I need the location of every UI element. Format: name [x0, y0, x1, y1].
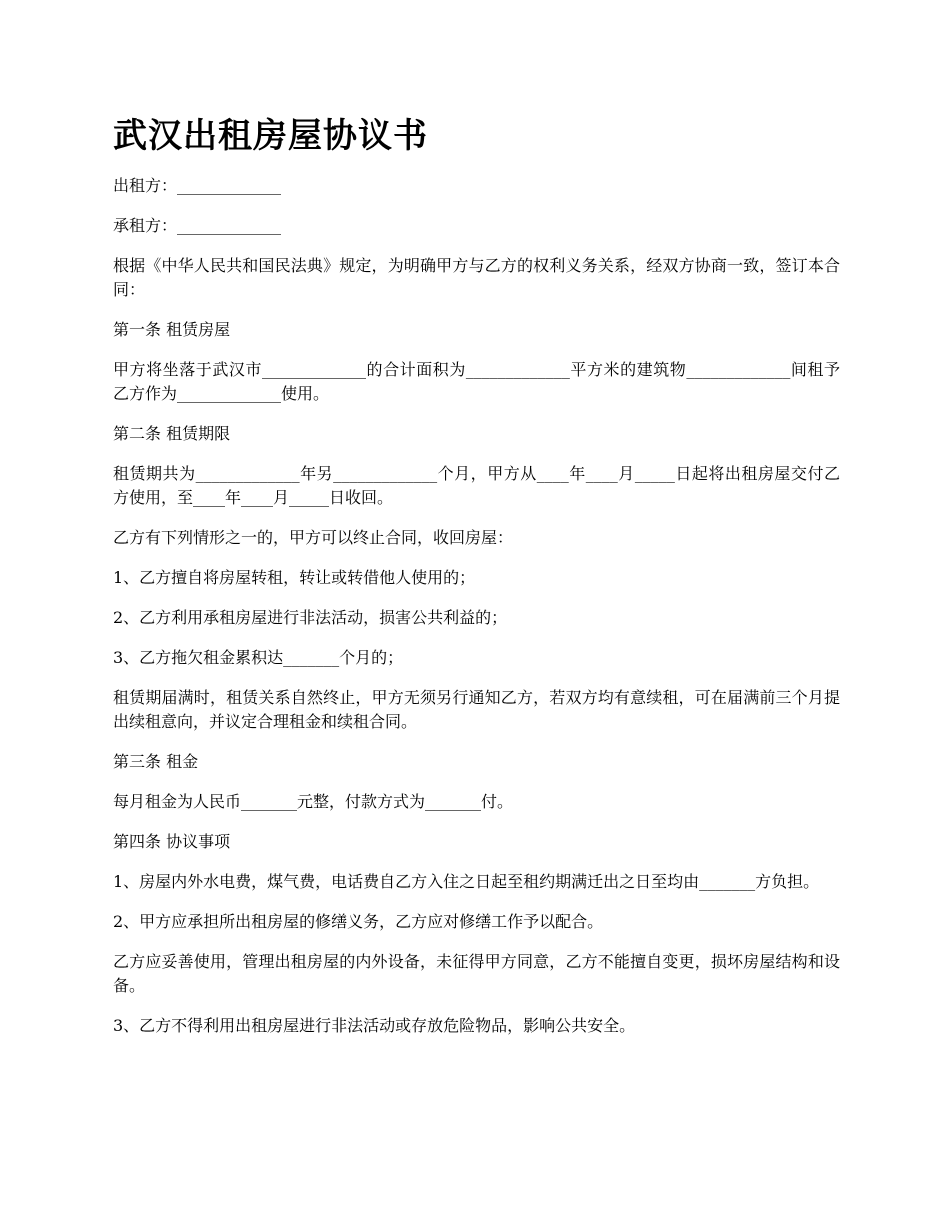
- article-4-equipment-paragraph: 乙方应妥善使用，管理出租房屋的内外设备，未征得甲方同意，乙方不能擅自变更，损坏房屋结构和设备。: [113, 952, 840, 995]
- article-1-body: 甲方将坐落于武汉市_____________的合计面积为_____________平方米的建筑物_____________间租予乙方作为_____________使用。: [113, 360, 840, 403]
- article-2-heading: 第二条 租赁期限: [113, 424, 231, 443]
- termination-item-2: 2、乙方利用承租房屋进行非法活动，损害公共利益的；: [113, 608, 508, 627]
- article-4-item-3: 3、乙方不得利用出租房屋进行非法活动或存放危险物品，影响公共安全。: [113, 1016, 636, 1035]
- lessor-line: 出租方：_____________: [113, 176, 282, 195]
- article-1-heading: 第一条 租赁房屋: [113, 320, 231, 339]
- lessee-line: 承租方：_____________: [113, 216, 282, 235]
- article-3-body: 每月租金为人民币_______元整，付款方式为_______付。: [113, 792, 514, 811]
- termination-intro: 乙方有下列情形之一的，甲方可以终止合同，收回房屋：: [113, 528, 514, 547]
- termination-item-1: 1、乙方擅自将房屋转租，转让或转借他人使用的；: [113, 568, 476, 587]
- document-title: 武汉出租房屋协议书: [113, 116, 428, 156]
- article-4-heading: 第四条 协议事项: [113, 832, 231, 851]
- termination-item-3: 3、乙方拖欠租金累积达_______个月的；: [113, 648, 404, 667]
- article-2-body: 租赁期共为_____________年另_____________个月，甲方从____年____月_____日起将出租房屋交付乙方使用，至____年____月_____日收回。: [113, 464, 840, 507]
- document-body: [113, 112, 840, 1054]
- article-3-heading: 第三条 租金: [113, 752, 199, 771]
- article-4-item-2: 2、甲方应承担所出租房屋的修缮义务，乙方应对修缮工作予以配合。: [113, 912, 604, 931]
- preamble-paragraph: 根据《中华人民共和国民法典》规定，为明确甲方与乙方的权利义务关系，经双方协商一致，签订本合同：: [113, 256, 840, 299]
- renewal-paragraph: 租赁期届满时，租赁关系自然终止，甲方无须另行通知乙方，若双方均有意续租，可在届满前三个月提出续租意向，并议定合理租金和续租合同。: [113, 688, 840, 731]
- article-4-item-1: 1、房屋内外水电费，煤气费，电话费自乙方入住之日起至租约期满迁出之日至均由_______方负担。: [113, 872, 820, 891]
